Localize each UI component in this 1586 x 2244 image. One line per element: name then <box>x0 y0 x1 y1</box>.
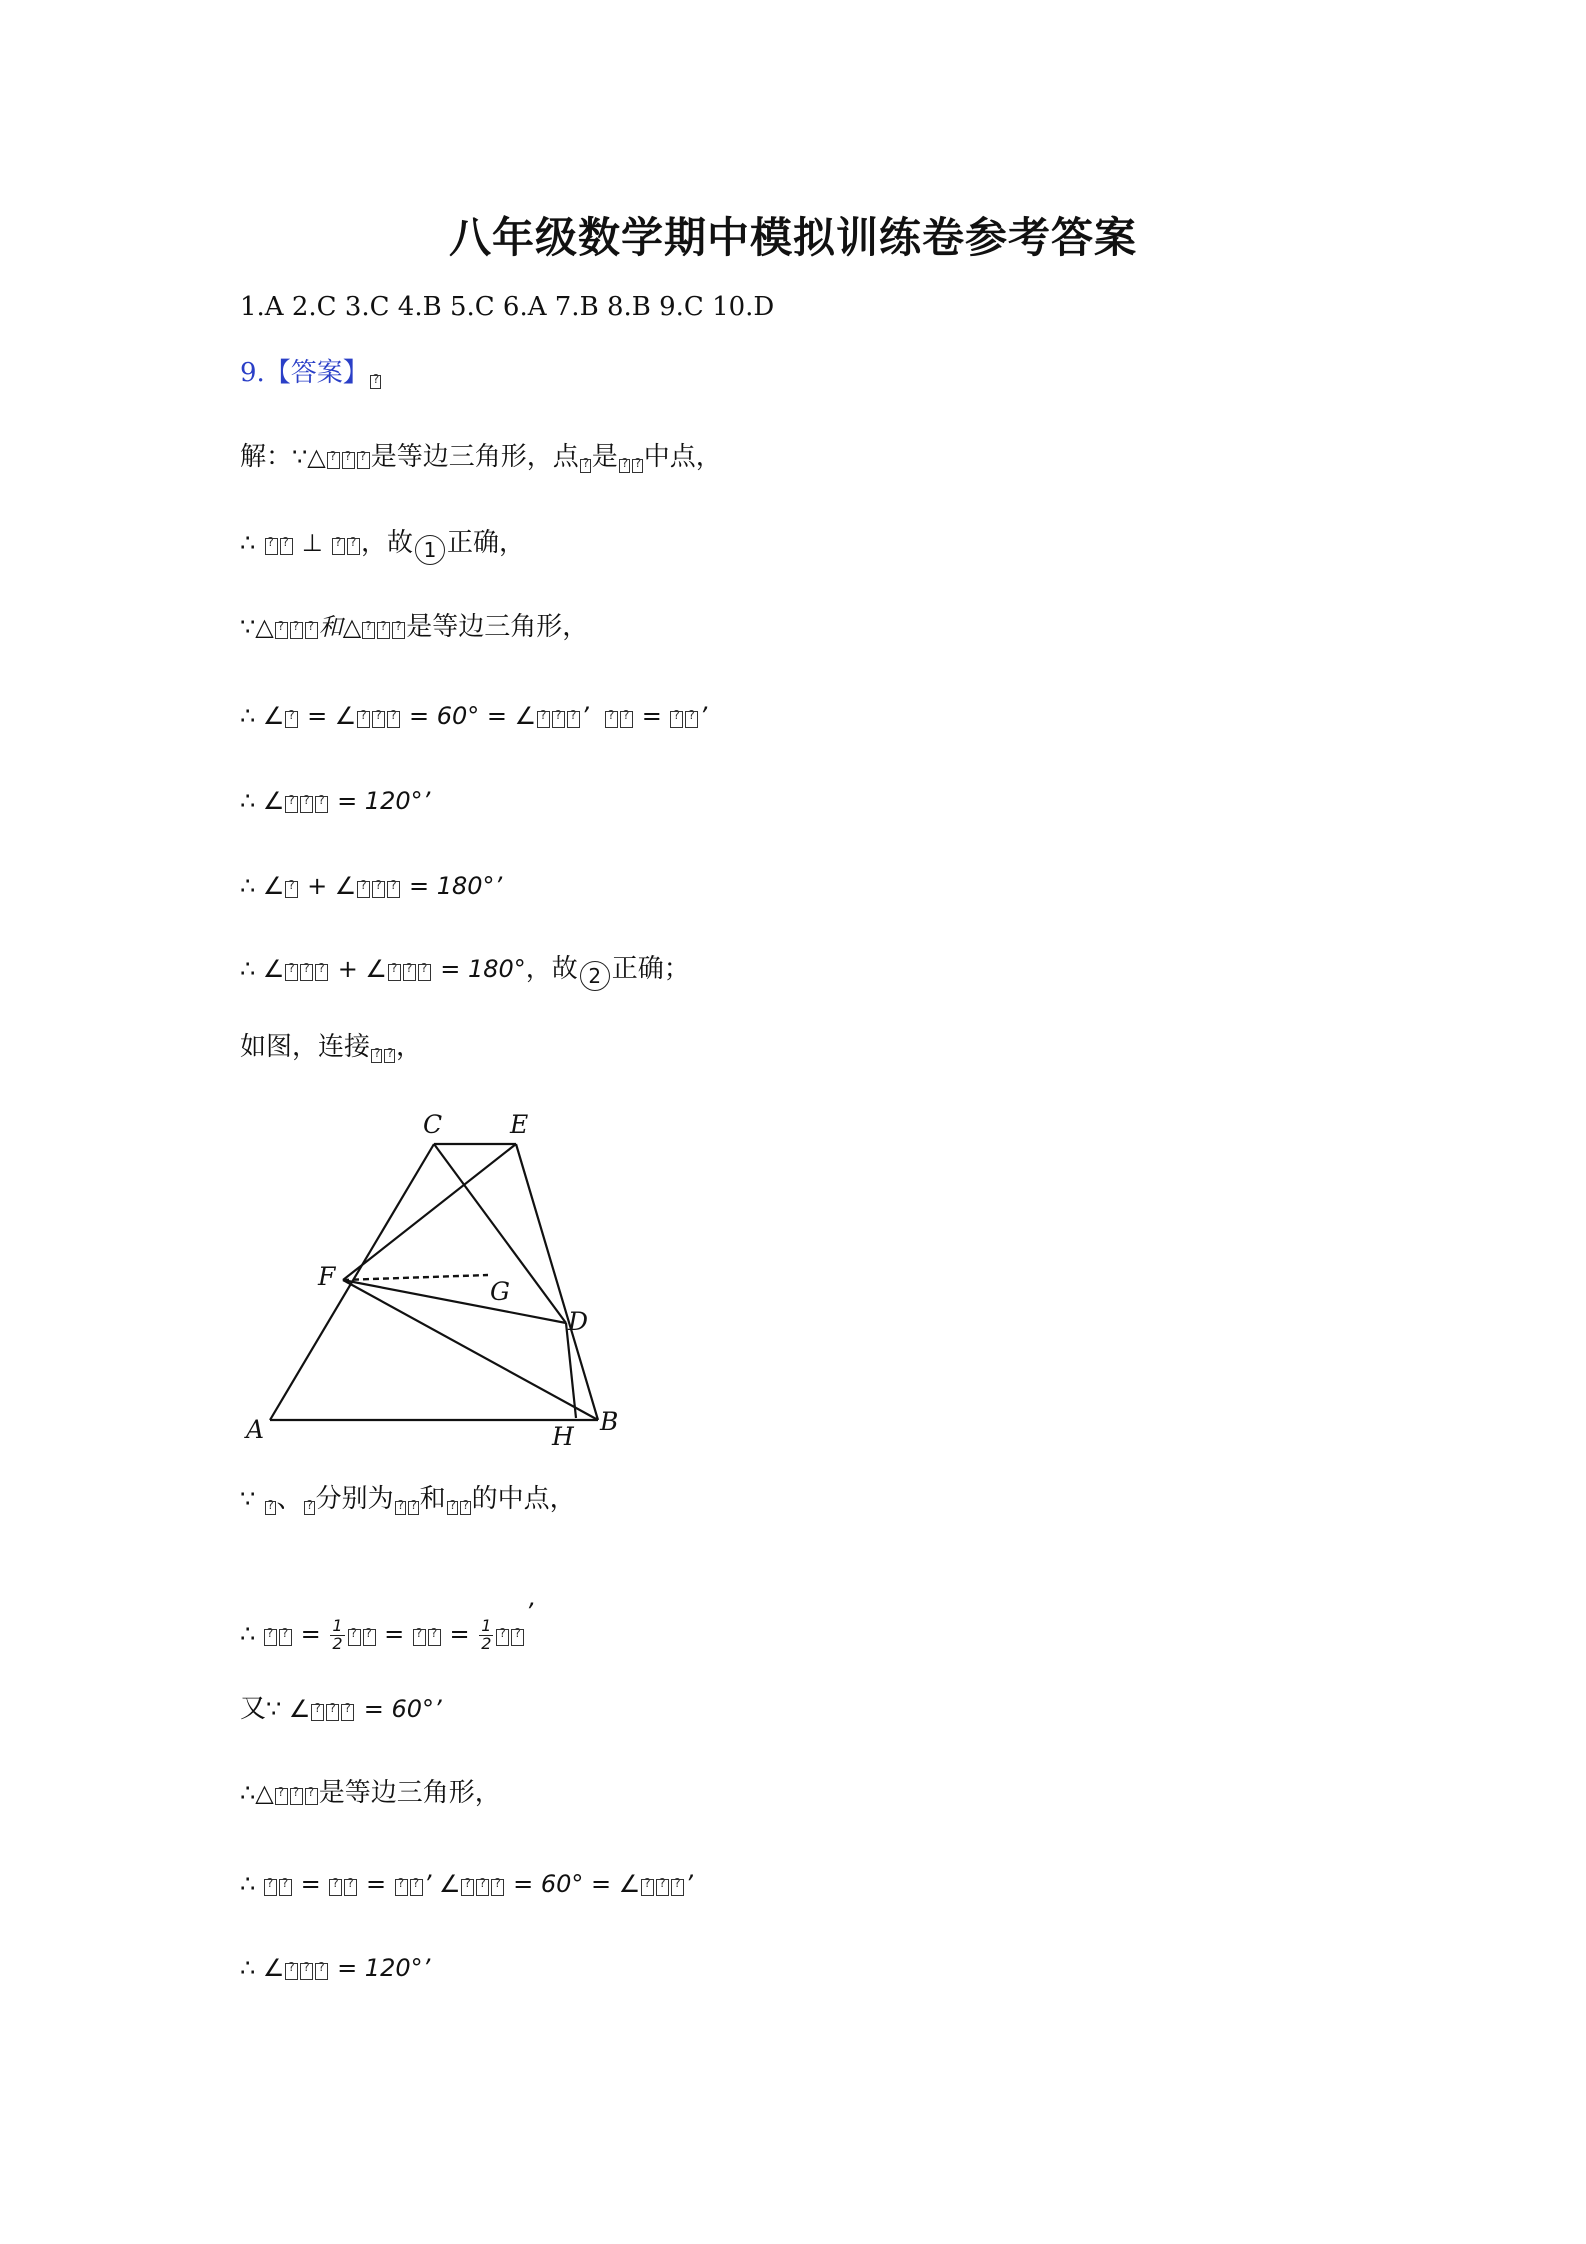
equation-part: ’ <box>699 702 708 730</box>
line-text: 中点， <box>643 442 722 472</box>
missing-glyph-icon <box>285 1963 298 1980</box>
equation-part: = <box>384 1620 405 1648</box>
equation-part: = 180°’ <box>408 872 503 900</box>
missing-glyph-icon <box>265 538 278 555</box>
perpendicular-symbol: ⊥ <box>301 529 323 557</box>
missing-glyph-icon <box>300 964 313 981</box>
missing-glyph-icon <box>347 538 360 555</box>
missing-glyph-icon <box>362 622 375 639</box>
missing-glyph-icon <box>357 452 370 469</box>
missing-glyph-icon <box>275 622 288 639</box>
missing-glyph-icon <box>357 711 370 728</box>
missing-glyph-icon <box>496 1629 509 1646</box>
missing-glyph-icon <box>372 881 385 898</box>
solution-line-4 <box>240 702 707 731</box>
answer-heading-text: 9.【答案】 <box>240 358 369 388</box>
equation-part: ’ ∠ <box>423 1870 461 1898</box>
therefore-angle: ∴ ∠ <box>240 702 285 730</box>
equation-part: = 180° <box>440 955 526 983</box>
line-text: 和 <box>419 1484 446 1514</box>
missing-glyph-icon <box>315 964 328 981</box>
line-text: 、 <box>276 1484 303 1514</box>
missing-glyph-icon <box>315 1963 328 1980</box>
therefore-angle: ∴ ∠ <box>240 872 285 900</box>
label-E: E <box>510 1110 529 1139</box>
missing-glyph-icon <box>392 622 405 639</box>
therefore-angle: ∴ ∠ <box>240 787 285 815</box>
missing-glyph-icon <box>344 1879 357 1896</box>
label-G: G <box>490 1277 510 1306</box>
equation-part: = <box>641 702 662 730</box>
missing-glyph-icon <box>670 711 683 728</box>
solution-line-3 <box>240 612 588 643</box>
missing-glyph-icon <box>285 796 298 813</box>
missing-glyph-icon <box>428 1629 441 1646</box>
line-text: 是等边三角形， <box>406 612 589 642</box>
line-text: 分别为 <box>315 1484 394 1514</box>
equation-part: = ∠ <box>307 702 357 730</box>
missing-glyph-icon <box>552 711 565 728</box>
missing-glyph-icon <box>285 881 298 898</box>
missing-glyph-icon <box>264 1629 277 1646</box>
missing-glyph-icon <box>387 881 400 898</box>
equation-part: ’ <box>525 1598 534 1626</box>
missing-glyph-icon <box>290 622 303 639</box>
missing-glyph-icon <box>285 711 298 728</box>
missing-glyph-icon <box>300 1963 313 1980</box>
fraction-denominator: 2 <box>332 1633 343 1653</box>
missing-glyph-icon <box>491 1879 504 1896</box>
segment-FB <box>343 1280 598 1420</box>
missing-glyph-icon <box>329 1879 342 1896</box>
solution-line-10 <box>240 1598 533 1652</box>
circled-number-2: 2 <box>580 961 610 991</box>
missing-glyph-icon <box>447 1501 458 1515</box>
line-text: 是等边三角形，点 <box>370 442 579 472</box>
answer-key-line: 1.A 2.C 3.C 4.B 5.C 6.A 7.B 8.B 9.C 10.D <box>240 292 775 322</box>
solution-line-7 <box>240 954 690 991</box>
fraction-numerator: 1 <box>481 1615 492 1635</box>
equation-part: = 120°’ <box>337 787 431 815</box>
line-text: ， <box>396 1032 423 1062</box>
geometry-figure <box>240 1100 630 1450</box>
missing-glyph-icon <box>305 1788 318 1805</box>
missing-glyph-icon <box>300 796 313 813</box>
solution-line-9 <box>240 1484 576 1515</box>
therefore-angle: ∴ ∠ <box>240 1954 285 1982</box>
equation-part: ’ <box>685 1870 693 1898</box>
line-text: 的中点， <box>471 1484 576 1514</box>
missing-glyph-icon <box>388 964 401 981</box>
missing-glyph-icon <box>387 711 400 728</box>
missing-glyph-icon <box>632 459 643 473</box>
missing-glyph-icon <box>342 452 355 469</box>
line-text: 正确， <box>447 528 526 558</box>
equation-part: + ∠ <box>307 872 357 900</box>
missing-glyph-icon <box>348 1629 361 1646</box>
solution-line-5 <box>240 787 430 816</box>
fraction-one-half <box>330 1615 344 1653</box>
equation-part: + ∠ <box>337 955 387 983</box>
solution-line-11 <box>240 1694 442 1725</box>
line-text: 正确； <box>611 954 690 984</box>
missing-glyph-icon <box>363 1629 376 1646</box>
label-B: B <box>600 1407 619 1436</box>
missing-glyph-icon <box>290 1788 303 1805</box>
equation-part: = 60° = ∠ <box>513 1870 641 1898</box>
therefore-triangle: ∴△ <box>240 1779 274 1807</box>
missing-glyph-icon <box>341 1704 354 1721</box>
missing-glyph-icon <box>476 1879 489 1896</box>
missing-glyph-icon <box>619 459 630 473</box>
missing-glyph-icon <box>685 711 698 728</box>
line-text: ，故 <box>525 954 578 984</box>
since-angle: ∵ ∠ <box>266 1695 311 1723</box>
segment-FE <box>343 1144 516 1280</box>
solution-line-13 <box>240 1870 693 1899</box>
solution-line-12 <box>240 1778 501 1809</box>
solution-line-8 <box>240 1032 422 1063</box>
segment-FD <box>343 1280 566 1323</box>
label-F: F <box>318 1262 336 1291</box>
circled-number-1: 1 <box>415 535 445 565</box>
therefore-symbol: ∴ <box>240 529 256 557</box>
missing-glyph-icon <box>537 711 550 728</box>
missing-glyph-icon <box>371 1049 382 1063</box>
missing-glyph-icon <box>326 1704 339 1721</box>
missing-glyph-icon <box>567 711 580 728</box>
missing-glyph-icon <box>305 622 318 639</box>
fraction-one-half <box>479 1615 493 1653</box>
missing-glyph-icon <box>265 1501 276 1515</box>
missing-glyph-icon <box>511 1629 524 1646</box>
line-text: 是等边三角形， <box>318 1778 501 1808</box>
solution-prefix: 解： <box>240 442 293 472</box>
missing-glyph-icon <box>372 711 385 728</box>
missing-glyph-icon <box>332 538 345 555</box>
missing-glyph-icon <box>395 1879 408 1896</box>
since-symbol: ∵△ <box>240 613 274 641</box>
since-symbol: ∵ <box>240 1485 256 1513</box>
line-text: 又 <box>240 1694 267 1724</box>
line-text: 是 <box>591 442 618 472</box>
missing-glyph-icon <box>413 1629 426 1646</box>
missing-glyph-icon <box>656 1879 669 1896</box>
segment-EB <box>516 1144 598 1420</box>
fraction-numerator: 1 <box>332 1615 343 1635</box>
missing-glyph-icon <box>370 375 381 389</box>
segment-FG-dashed <box>343 1275 488 1280</box>
missing-glyph-icon <box>311 1704 324 1721</box>
solution-line-1 <box>240 442 722 473</box>
solution-line-14 <box>240 1954 430 1983</box>
missing-glyph-icon <box>315 796 328 813</box>
equation-part: = <box>300 1870 321 1898</box>
label-C: C <box>423 1110 443 1139</box>
page-title: 八年级数学期中模拟训练卷参考答案 <box>448 213 1137 262</box>
missing-glyph-icon <box>418 964 431 981</box>
equation-part: = 120°’ <box>337 1954 431 1982</box>
missing-glyph-icon <box>384 1049 395 1063</box>
since-symbol: ∵△ <box>292 443 326 471</box>
equation-part: = 60° = ∠ <box>408 702 537 730</box>
missing-glyph-icon <box>641 1879 654 1896</box>
missing-glyph-icon <box>279 1629 292 1646</box>
equation-part: ’ <box>581 702 589 730</box>
missing-glyph-icon <box>408 1501 419 1515</box>
solution-line-2 <box>240 528 525 565</box>
missing-glyph-icon <box>580 459 591 473</box>
line-text: ，故 <box>360 528 413 558</box>
missing-glyph-icon <box>304 1501 315 1515</box>
missing-glyph-icon <box>620 711 633 728</box>
label-A: A <box>246 1415 265 1444</box>
label-H: H <box>552 1422 574 1450</box>
missing-glyph-icon <box>279 1879 292 1896</box>
missing-glyph-icon <box>403 964 416 981</box>
missing-glyph-icon <box>357 881 370 898</box>
missing-glyph-icon <box>327 452 340 469</box>
missing-glyph-icon <box>410 1879 423 1896</box>
missing-glyph-icon <box>460 1501 471 1515</box>
therefore-angle: ∴ ∠ <box>240 955 285 983</box>
missing-glyph-icon <box>395 1501 406 1515</box>
label-D: D <box>568 1307 589 1336</box>
and-triangle-text: 和△ <box>318 613 362 641</box>
missing-glyph-icon <box>461 1879 474 1896</box>
therefore-symbol: ∴ <box>240 1620 256 1648</box>
missing-glyph-icon <box>285 964 298 981</box>
equation-part: = <box>300 1620 321 1648</box>
equation-part: = <box>365 1870 387 1898</box>
equation-part: = 60°’ <box>363 1695 442 1723</box>
missing-glyph-icon <box>280 538 293 555</box>
answer-heading <box>240 358 382 389</box>
line-text: 如图，连接 <box>240 1032 371 1062</box>
fraction-denominator: 2 <box>481 1633 492 1653</box>
missing-glyph-icon <box>671 1879 684 1896</box>
missing-glyph-icon <box>264 1879 277 1896</box>
missing-glyph-icon <box>275 1788 288 1805</box>
solution-line-6 <box>240 872 502 901</box>
therefore-symbol: ∴ <box>240 1870 256 1898</box>
missing-glyph-icon <box>605 711 618 728</box>
missing-glyph-icon <box>377 622 390 639</box>
equation-part: = <box>449 1620 470 1648</box>
